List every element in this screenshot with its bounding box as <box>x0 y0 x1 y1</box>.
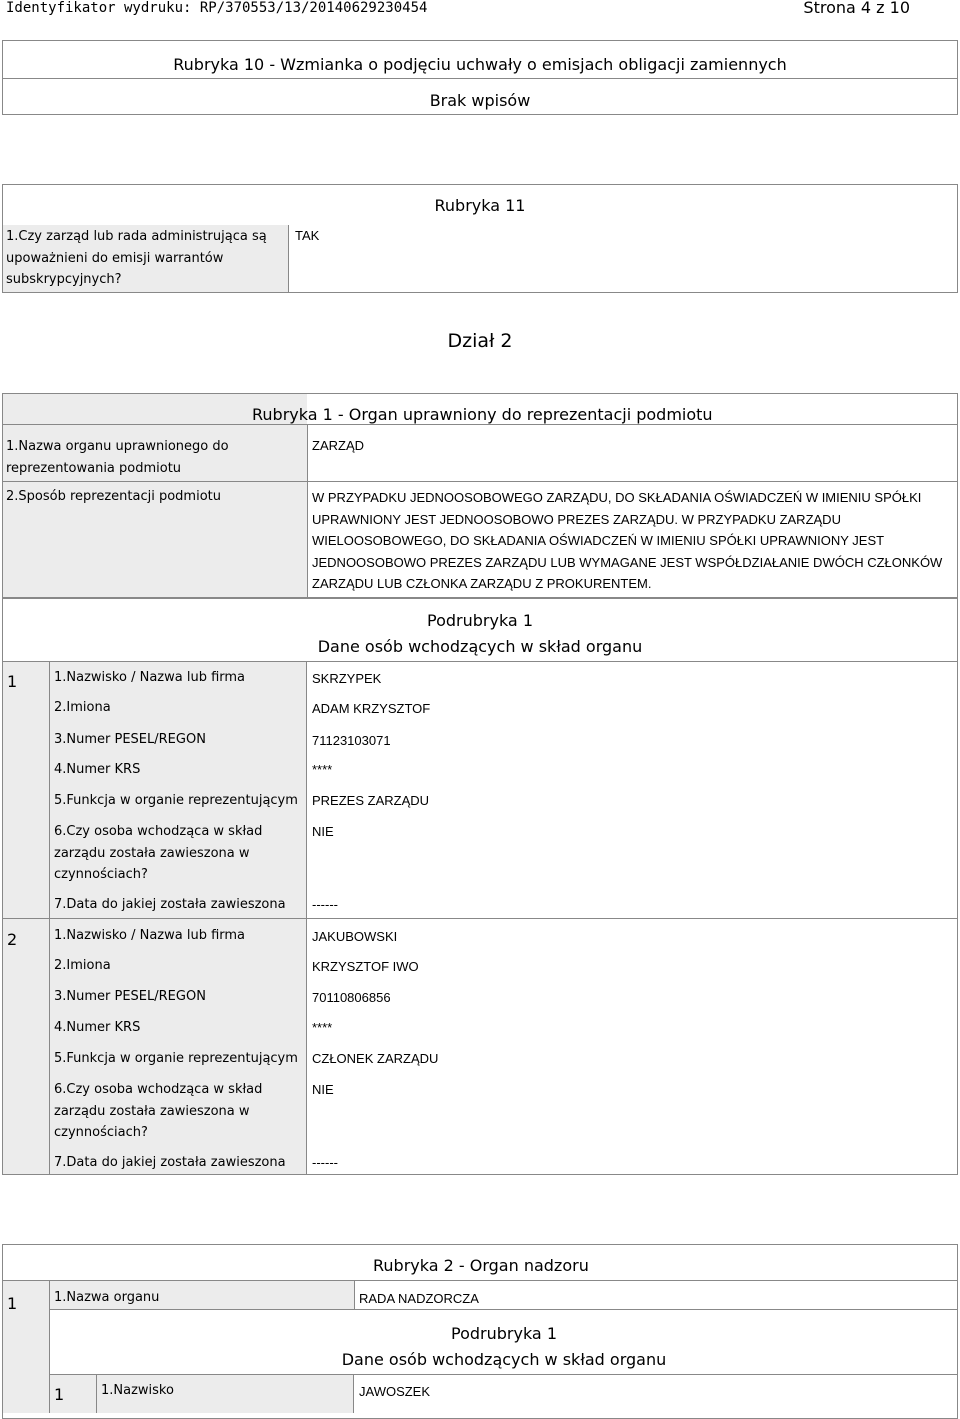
member-surname: JAWOSZEK <box>359 1384 431 1399</box>
person-2-pesel-label: 3.Numer PESEL/REGON <box>54 989 206 1004</box>
divider <box>50 1309 958 1310</box>
divider <box>306 919 307 1174</box>
person-2-surname: JAKUBOWSKI <box>312 929 398 944</box>
divider <box>307 424 308 597</box>
rubryka-10-title: Rubryka 10 - Wzmianka o podjęciu uchwały o emisjach obligacji zamiennych <box>173 55 787 74</box>
rubryka-11-label: 1.Czy zarząd lub rada administrująca są upoważnieni do emisji warrantów subskrypcyjnych? <box>6 229 267 287</box>
rubryka-2-title: Rubryka 2 - Organ nadzoru <box>373 1256 589 1275</box>
person-1-pesel-label: 3.Numer PESEL/REGON <box>54 732 206 747</box>
person-1-names-label: 2.Imiona <box>54 700 111 715</box>
divider <box>2 78 958 79</box>
person-2-names: KRZYSZTOF IWO <box>312 959 419 974</box>
rubryka-2-podrubryka-title: Podrubryka 1 <box>451 1324 557 1343</box>
divider <box>353 1375 354 1413</box>
person-2-suspended-until: ------ <box>312 1155 338 1170</box>
person-2-pesel: 70110806856 <box>312 990 391 1005</box>
page-number: Strona 4 z 10 <box>803 0 910 17</box>
person-2-function: CZŁONEK ZARZĄDU <box>312 1051 439 1066</box>
rubryka-2-podrubryka-subtitle: Dane osób wchodzących w skład organu <box>341 1350 667 1369</box>
divider <box>3 481 958 482</box>
person-1-surname-label: 1.Nazwisko / Nazwa lub firma <box>54 670 246 685</box>
rubryka-11-title: Rubryka 11 <box>434 196 526 215</box>
divider <box>306 662 307 918</box>
person-1-number: 1 <box>7 672 18 691</box>
person-1-function: PREZES ZARZĄDU <box>312 793 430 808</box>
print-identifier: Identyfikator wydruku: RP/370553/13/20140629230454 <box>6 0 428 16</box>
person-2-krs: **** <box>312 1020 333 1035</box>
person-1-suspended-until-label: 7.Data do jakiej została zawieszona <box>54 897 286 912</box>
supervisory-organ-value: RADA NADZORCZA <box>359 1291 479 1306</box>
representation-method-label: 2.Sposób reprezentacji podmiotu <box>6 489 221 504</box>
person-1-function-label: 5.Funkcja w organie reprezentującym <box>54 793 298 808</box>
person-1-suspended: NIE <box>312 824 334 839</box>
member-number: 1 <box>54 1385 65 1404</box>
person-2-suspended: NIE <box>312 1082 334 1097</box>
supervisory-organ-label: 1.Nazwa organu <box>54 1290 160 1305</box>
organ-number: 1 <box>7 1294 18 1313</box>
person-1-names: ADAM KRZYSZTOF <box>312 701 431 716</box>
person-2-names-label: 2.Imiona <box>54 958 111 973</box>
person-1-krs-label: 4.Numer KRS <box>54 762 141 777</box>
person-1-krs: **** <box>312 762 333 777</box>
rubryka-1-title: Rubryka 1 - Organ uprawniony do reprezentacji podmiotu <box>252 405 713 424</box>
person-2-surname-label: 1.Nazwisko / Nazwa lub firma <box>54 928 246 943</box>
divider <box>3 424 958 425</box>
divider <box>288 225 289 292</box>
person-1-suspended-until: ------ <box>312 897 338 912</box>
organ-name-value: ZARZĄD <box>312 438 364 453</box>
person-2-suspended-label: 6.Czy osoba wchodząca w skład zarządu została zawieszona w czynnościach? <box>54 1082 263 1140</box>
representation-method-value: W PRZYPADKU JEDNOOSOBOWEGO ZARZĄDU, DO SKŁADANIA OŚWIADCZEŃ W IMIENIU SPÓŁKI UPRAWNIONY JEST JEDNOOSOBOWO PREZES ZARZĄDU. W PRZYPADKU ZARZĄDU WIELOOSOBOWEGO, DO SKŁADANIA OŚWIADCZEŃ W IMIENIU SPÓŁKI UPRAWNIONY JEST JEDNOOSOBOWO PREZES ZARZĄDU LUB WYMAGANE JEST WSPÓŁDZIAŁANIE DWÓCH CZŁONKÓW ZARZĄDU LUB CZŁONKA ZARZĄDU Z PROKURENTEM. <box>312 490 943 591</box>
rubryka-10-value: Brak wpisów <box>429 91 531 110</box>
podrubryka-1-title: Podrubryka 1 <box>427 611 533 630</box>
organ-name-label: 1.Nazwa organu uprawnionego do reprezentowania podmiotu <box>6 439 229 476</box>
rubryka-11-value: TAK <box>295 228 320 243</box>
person-1-suspended-label: 6.Czy osoba wchodząca w skład zarządu została zawieszona w czynnościach? <box>54 824 263 882</box>
person-1-pesel: 71123103071 <box>312 733 391 748</box>
divider <box>354 1281 355 1309</box>
section-title: Dział 2 <box>447 330 513 352</box>
podrubryka-1-subtitle: Dane osób wchodzących w skład organu <box>317 637 643 656</box>
person-2-function-label: 5.Funkcja w organie reprezentującym <box>54 1051 298 1066</box>
member-surname-label: 1.Nazwisko <box>101 1383 174 1398</box>
person-1-surname: SKRZYPEK <box>312 671 382 686</box>
person-2-krs-label: 4.Numer KRS <box>54 1020 141 1035</box>
person-2-number: 2 <box>7 930 18 949</box>
person-2-suspended-until-label: 7.Data do jakiej została zawieszona <box>54 1155 286 1170</box>
